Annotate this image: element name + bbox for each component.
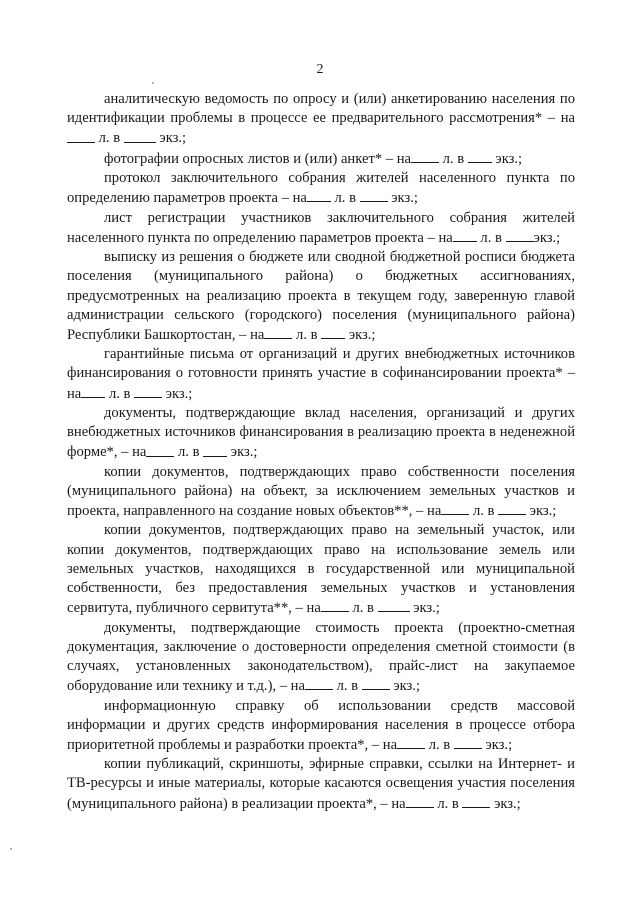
document-body	[67, 90, 575, 814]
list-item: документы, подтверждающие вклад населения, организаций и других внебюджетных источников финансирования в реализацию проекта в неденежной форме*, – на л. в экз.;	[67, 405, 575, 461]
list-item: фотографии опросных листов и (или) анкет* – на л. в экз.;	[67, 149, 575, 169]
list-item: выписку из решения о бюджете или сводной бюджетной росписи бюджета поселения (муниципального района) о бюджетных ассигнованиях, предусмотренных на реализацию проекта в текущем году, заверенную главой администрации сельского (городского) поселения (муниципального района) Республики Башкортостан, – на л. в экз.;	[67, 249, 575, 344]
list-item: документы, подтверждающие стоимость проекта (проектно-сметная документация, заключение о достоверности определения сметной стоимости (в случаях, установленных законодательством), прайс-лист на закупаемое оборудование или технику и т.д.), – на л. в экз.;	[67, 619, 575, 695]
list-item: лист регистрации участников заключительного собрания жителей населенного пункта по определению параметров проекта – на л. в экз.;	[67, 209, 575, 246]
page-number: 2	[316, 62, 324, 77]
list-item: копии публикаций, скриншоты, эфирные справки, ссылки на Интернет- и ТВ-ресурсы и иные материалы, которые касаются освещения участия поселения (муниципального района) в реализации проекта*, – на л. в экз.;	[67, 756, 575, 812]
scan-speck	[10, 848, 12, 850]
list-item: аналитическую ведомость по опросу и (или) анкетированию населения по идентификации проблемы в процессе ее предварительного рассмотрения* – на л. в экз.;	[67, 91, 575, 147]
list-item: протокол заключительного собрания жителей населенного пункта по определению параметров проекта – на л. в экз.;	[67, 170, 575, 207]
scan-speck	[152, 82, 154, 84]
list-item: копии документов, подтверждающих право собственности поселения (муниципального района) на объект, за исключением земельных участков и проекта, направленного на создание новых объектов**, – на л. в экз.;	[67, 463, 575, 520]
list-item: гарантийные письма от организаций и других внебюджетных источников финансирования о готовности принять участие в софинансировании проекта* – на л. в экз.;	[67, 346, 575, 402]
list-item: копии документов, подтверждающих право на земельный участок, или копии документов, подтверждающих право на использование земель или земельных участков, находящихся в государственной или муниципальной собственности, без предоставления земельных участков и установления сервитута, публичного сервитута**, – на л. в экз.;	[67, 522, 575, 617]
list-item: информационную справку об использовании средств массовой информации и других средств информирования населения в процессе отбора приоритетной проблемы и разработки проекта*, – на л. в экз.;	[67, 697, 575, 754]
